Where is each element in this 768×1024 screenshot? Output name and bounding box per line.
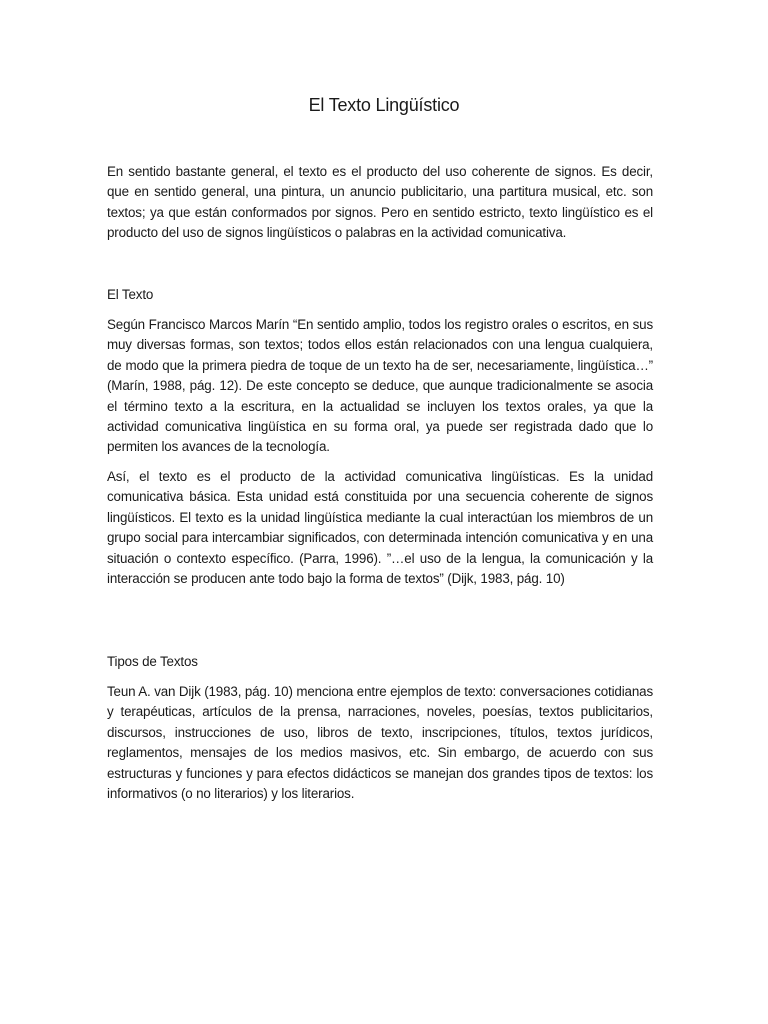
paragraph-van-dijk: Teun A. van Dijk (1983, pág. 10) menciona entre ejemplos de texto: conversaciones cotidianas y terapéuticas, artículos de la prensa, narraciones, noveles, poesías, textos publicitarios, discursos, instrucciones de uso, libros de texto, inscripciones, títulos, textos jurídicos, reglamentos, mensajes de los medios masivos, etc. Sin embargo, de acuerdo con sus estructuras y funciones y para efectos didácticos se manejan dos grandes tipos de textos: los informativos (o no literarios) y los literarios. [107, 684, 653, 802]
document-title: El Texto Lingüístico [308, 95, 460, 115]
paragraph-marcos-marin: Según Francisco Marcos Marín “En sentido amplio, todos los registro orales o escritos, en sus muy diversas formas, son textos; todos ellos están relacionados con una lengua cualquiera, de modo que la primera piedra de toque de un texto ha de ser, necesariamente, lingüística…” (Marín, 1988, pág. 12). De este concepto se deduce, que aunque tradicionalmente se asocia el término texto a la escritura, en la actualidad se incluyen los textos orales, ya que la actividad comunicativa lingüística en su forma oral, ya puede ser registrada dado que lo permiten los avances de la tecnología. [107, 317, 653, 455]
section-heading-el-texto: El Texto [107, 287, 154, 302]
paragraph-texto-producto: Así, el texto es el producto de la actividad comunicativa lingüísticas. Es la unidad comunicativa básica. Esta unidad está constituida por una secuencia coherente de signos lingüísticos. El texto es la unidad lingüística mediante la cual interactúan los miembros de un grupo social para intercambiar significados, con determinada intención comunicativa y en una situación o contexto específico. (Parra, 1996). ”…el uso de la lengua, la comunicación y la interacción se producen ante todo bajo la forma de textos” (Dijk, 1983, pág. 10) [107, 469, 653, 587]
intro-paragraph: En sentido bastante general, el texto es el producto del uso coherente de signos. Es decir, que en sentido general, una pintura, un anuncio publicitario, una partitura musical, etc. son textos; ya que están conformados por signos. Pero en sentido estricto, texto lingüístico es el producto del uso de signos lingüísticos o palabras en la actividad comunicativa. [107, 164, 653, 241]
section-heading-tipos-de-textos: Tipos de Textos [107, 654, 198, 669]
